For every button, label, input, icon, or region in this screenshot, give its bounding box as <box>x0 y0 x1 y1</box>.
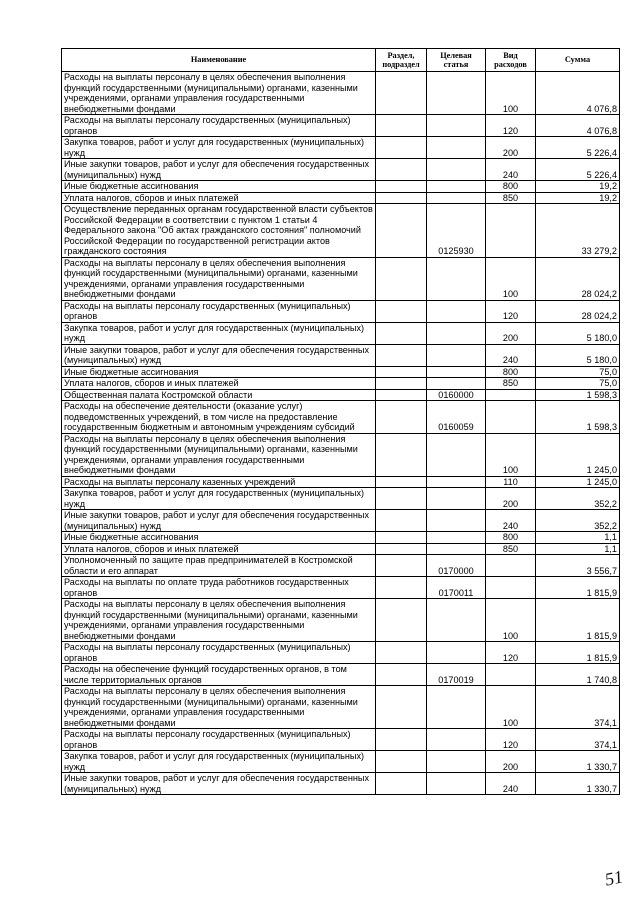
cell-name: Закупка товаров, работ и услуг для государственных (муниципальных) нужд <box>62 137 376 159</box>
cell-name: Расходы на выплаты персоналу государственных (муниципальных) органов <box>62 115 376 137</box>
cell-expense-type: 100 <box>486 686 536 729</box>
table-row <box>62 204 620 258</box>
table-row <box>62 72 620 115</box>
cell-name: Иные бюджетные ассигнования <box>62 366 376 378</box>
cell-target <box>427 510 486 532</box>
cell-section <box>376 729 427 751</box>
page-number: 51 <box>603 866 625 890</box>
cell-expense-type: 240 <box>486 773 536 795</box>
cell-target <box>427 599 486 642</box>
table-row <box>62 488 620 510</box>
table-row <box>62 532 620 544</box>
cell-section <box>376 389 427 401</box>
table-row <box>62 599 620 642</box>
cell-target: 0170019 <box>427 664 486 686</box>
cell-target <box>427 257 486 300</box>
cell-target <box>427 378 486 390</box>
cell-sum: 5 226,4 <box>536 137 620 159</box>
table-row <box>62 192 620 204</box>
cell-section <box>376 664 427 686</box>
cell-name: Закупка товаров, работ и услуг для государственных (муниципальных) нужд <box>62 488 376 510</box>
cell-sum: 352,2 <box>536 510 620 532</box>
table-row <box>62 322 620 344</box>
cell-target <box>427 344 486 366</box>
cell-expense-type: 850 <box>486 378 536 390</box>
cell-sum: 352,2 <box>536 488 620 510</box>
cell-expense-type: 850 <box>486 543 536 555</box>
cell-section <box>376 532 427 544</box>
cell-name: Уполномоченный по защите прав предпринимателей в Костромской области и его аппарат <box>62 555 376 577</box>
cell-expense-type: 100 <box>486 72 536 115</box>
cell-target <box>427 322 486 344</box>
cell-section <box>376 322 427 344</box>
cell-target: 0170011 <box>427 577 486 599</box>
table-row <box>62 389 620 401</box>
cell-expense-type: 240 <box>486 159 536 181</box>
cell-expense-type: 850 <box>486 192 536 204</box>
cell-sum: 1 598,3 <box>536 401 620 434</box>
cell-name: Иные бюджетные ассигнования <box>62 532 376 544</box>
cell-sum: 1 815,9 <box>536 599 620 642</box>
cell-sum: 1 815,9 <box>536 642 620 664</box>
cell-section <box>376 401 427 434</box>
cell-name: Уплата налогов, сборов и иных платежей <box>62 543 376 555</box>
table-row <box>62 300 620 322</box>
cell-target <box>427 686 486 729</box>
cell-expense-type: 120 <box>486 300 536 322</box>
cell-name: Расходы на выплаты персоналу в целях обеспечения выполнения функций государственными (муниципальными) органами, казенными учреждениями, органами управления государственными внебюджетными фондами <box>62 433 376 476</box>
cell-sum: 75,0 <box>536 378 620 390</box>
table-row <box>62 555 620 577</box>
cell-section <box>376 204 427 258</box>
cell-sum: 1,1 <box>536 543 620 555</box>
cell-expense-type: 200 <box>486 137 536 159</box>
cell-expense-type: 200 <box>486 322 536 344</box>
cell-target <box>427 642 486 664</box>
cell-sum: 1 330,7 <box>536 773 620 795</box>
cell-name: Расходы на выплаты персоналу государственных (муниципальных) органов <box>62 300 376 322</box>
table-row <box>62 664 620 686</box>
cell-section <box>376 378 427 390</box>
cell-name: Уплата налогов, сборов и иных платежей <box>62 378 376 390</box>
cell-sum: 1 740,8 <box>536 664 620 686</box>
cell-section <box>376 344 427 366</box>
cell-section <box>376 137 427 159</box>
table-row <box>62 773 620 795</box>
cell-target <box>427 532 486 544</box>
cell-sum: 28 024,2 <box>536 300 620 322</box>
table-row <box>62 433 620 476</box>
cell-section <box>376 773 427 795</box>
cell-expense-type: 800 <box>486 366 536 378</box>
table-row <box>62 476 620 488</box>
cell-sum: 4 076,8 <box>536 115 620 137</box>
cell-section <box>376 686 427 729</box>
cell-section <box>376 488 427 510</box>
table-row <box>62 751 620 773</box>
cell-expense-type: 120 <box>486 642 536 664</box>
cell-name: Осуществление переданных органам государственной власти субъектов Российской Федерации в соответствии с пунктом 1 статьи 4 Федерального закона "Об актах гражданского состояния" полномочий Российской Федерации по государственной регистрации актов гражданского состояния <box>62 204 376 258</box>
cell-expense-type: 240 <box>486 510 536 532</box>
cell-name: Иные закупки товаров, работ и услуг для обеспечения государственных (муниципальных) нужд <box>62 773 376 795</box>
cell-section <box>376 555 427 577</box>
cell-section <box>376 115 427 137</box>
cell-expense-type: 110 <box>486 476 536 488</box>
cell-expense-type <box>486 389 536 401</box>
cell-name: Расходы на выплаты персоналу в целях обеспечения выполнения функций государственными (муниципальными) органами, казенными учреждениями, органами управления государственными внебюджетными фондами <box>62 599 376 642</box>
cell-expense-type: 240 <box>486 344 536 366</box>
cell-sum: 75,0 <box>536 366 620 378</box>
cell-expense-type: 120 <box>486 115 536 137</box>
table-row <box>62 401 620 434</box>
cell-sum: 5 226,4 <box>536 159 620 181</box>
cell-section <box>376 257 427 300</box>
cell-target <box>427 115 486 137</box>
cell-sum: 1 245,0 <box>536 476 620 488</box>
cell-expense-type <box>486 664 536 686</box>
cell-sum: 4 076,8 <box>536 72 620 115</box>
header-target: Целевая статья <box>427 49 486 72</box>
table-row <box>62 729 620 751</box>
cell-sum: 19,2 <box>536 181 620 193</box>
cell-sum: 33 279,2 <box>536 204 620 258</box>
cell-expense-type: 200 <box>486 751 536 773</box>
cell-name: Закупка товаров, работ и услуг для государственных (муниципальных) нужд <box>62 751 376 773</box>
cell-section <box>376 642 427 664</box>
cell-name: Закупка товаров, работ и услуг для государственных (муниципальных) нужд <box>62 322 376 344</box>
cell-expense-type <box>486 577 536 599</box>
header-row <box>62 49 620 72</box>
cell-name: Расходы на выплаты по оплате труда работников государственных органов <box>62 577 376 599</box>
table-body <box>62 72 620 795</box>
cell-name: Иные бюджетные ассигнования <box>62 181 376 193</box>
cell-name: Расходы на выплаты персоналу в целях обеспечения выполнения функций государственными (муниципальными) органами, казенными учреждениями, органами управления государственными внебюджетными фондами <box>62 686 376 729</box>
header-expense-type: Вид расходов <box>486 49 536 72</box>
table-row <box>62 137 620 159</box>
table-row <box>62 378 620 390</box>
cell-expense-type: 100 <box>486 257 536 300</box>
cell-expense-type: 200 <box>486 488 536 510</box>
cell-target <box>427 488 486 510</box>
cell-sum: 1 245,0 <box>536 433 620 476</box>
cell-expense-type: 800 <box>486 181 536 193</box>
cell-section <box>376 192 427 204</box>
cell-sum: 19,2 <box>536 192 620 204</box>
cell-target <box>427 773 486 795</box>
cell-expense-type: 100 <box>486 599 536 642</box>
cell-section <box>376 300 427 322</box>
cell-name: Иные закупки товаров, работ и услуг для обеспечения государственных (муниципальных) нужд <box>62 344 376 366</box>
cell-sum: 5 180,0 <box>536 322 620 344</box>
header-section: Раздел, подраздел <box>376 49 427 72</box>
cell-target <box>427 181 486 193</box>
table-row <box>62 344 620 366</box>
cell-target: 0170000 <box>427 555 486 577</box>
cell-name: Расходы на обеспечение функций государственных органов, в том числе территориальных органов <box>62 664 376 686</box>
cell-section <box>376 543 427 555</box>
cell-section <box>376 577 427 599</box>
cell-target: 0160059 <box>427 401 486 434</box>
header-name: Наименование <box>62 49 376 72</box>
cell-expense-type <box>486 401 536 434</box>
cell-target <box>427 72 486 115</box>
cell-target <box>427 137 486 159</box>
cell-expense-type: 120 <box>486 729 536 751</box>
table-row <box>62 686 620 729</box>
cell-sum: 1 598,3 <box>536 389 620 401</box>
cell-target <box>427 300 486 322</box>
cell-target: 0160000 <box>427 389 486 401</box>
cell-target <box>427 192 486 204</box>
cell-expense-type: 100 <box>486 433 536 476</box>
cell-sum: 1 815,9 <box>536 577 620 599</box>
cell-name: Иные закупки товаров, работ и услуг для обеспечения государственных (муниципальных) нужд <box>62 510 376 532</box>
header-sum: Сумма <box>536 49 620 72</box>
cell-target <box>427 729 486 751</box>
cell-section <box>376 510 427 532</box>
cell-sum: 1,1 <box>536 532 620 544</box>
table-row <box>62 577 620 599</box>
cell-target: 0125930 <box>427 204 486 258</box>
cell-target <box>427 543 486 555</box>
table-row <box>62 510 620 532</box>
cell-expense-type <box>486 204 536 258</box>
cell-sum: 374,1 <box>536 686 620 729</box>
cell-name: Уплата налогов, сборов и иных платежей <box>62 192 376 204</box>
cell-name: Расходы на выплаты персоналу казенных учреждений <box>62 476 376 488</box>
cell-sum: 5 180,0 <box>536 344 620 366</box>
cell-sum: 1 330,7 <box>536 751 620 773</box>
table-row <box>62 257 620 300</box>
cell-section <box>376 476 427 488</box>
cell-name: Расходы на выплаты персоналу в целях обеспечения выполнения функций государственными (муниципальными) органами, казенными учреждениями, органами управления государственными внебюджетными фондами <box>62 72 376 115</box>
cell-target <box>427 433 486 476</box>
cell-name: Общественная палата Костромской области <box>62 389 376 401</box>
cell-sum: 28 024,2 <box>536 257 620 300</box>
cell-expense-type <box>486 555 536 577</box>
table-row <box>62 543 620 555</box>
cell-sum: 374,1 <box>536 729 620 751</box>
cell-section <box>376 72 427 115</box>
table-row <box>62 642 620 664</box>
cell-section <box>376 751 427 773</box>
cell-section <box>376 181 427 193</box>
cell-section <box>376 159 427 181</box>
cell-section <box>376 599 427 642</box>
table-row <box>62 181 620 193</box>
budget-table <box>61 48 620 795</box>
table-row <box>62 159 620 181</box>
cell-target <box>427 476 486 488</box>
table-row <box>62 115 620 137</box>
cell-name: Расходы на выплаты персоналу государственных (муниципальных) органов <box>62 729 376 751</box>
cell-name: Расходы на выплаты персоналу государственных (муниципальных) органов <box>62 642 376 664</box>
cell-expense-type: 800 <box>486 532 536 544</box>
cell-section <box>376 433 427 476</box>
table-row <box>62 366 620 378</box>
cell-section <box>376 366 427 378</box>
cell-sum: 3 556,7 <box>536 555 620 577</box>
cell-name: Иные закупки товаров, работ и услуг для обеспечения государственных (муниципальных) нужд <box>62 159 376 181</box>
cell-name: Расходы на обеспечение деятельности (оказание услуг) подведомственных учреждений, в том числе на предоставление государственным бюджетным и автономным учреждениям субсидий <box>62 401 376 434</box>
cell-target <box>427 159 486 181</box>
cell-target <box>427 366 486 378</box>
cell-name: Расходы на выплаты персоналу в целях обеспечения выполнения функций государственными (муниципальными) органами, казенными учреждениями, органами управления государственными внебюджетными фондами <box>62 257 376 300</box>
cell-target <box>427 751 486 773</box>
